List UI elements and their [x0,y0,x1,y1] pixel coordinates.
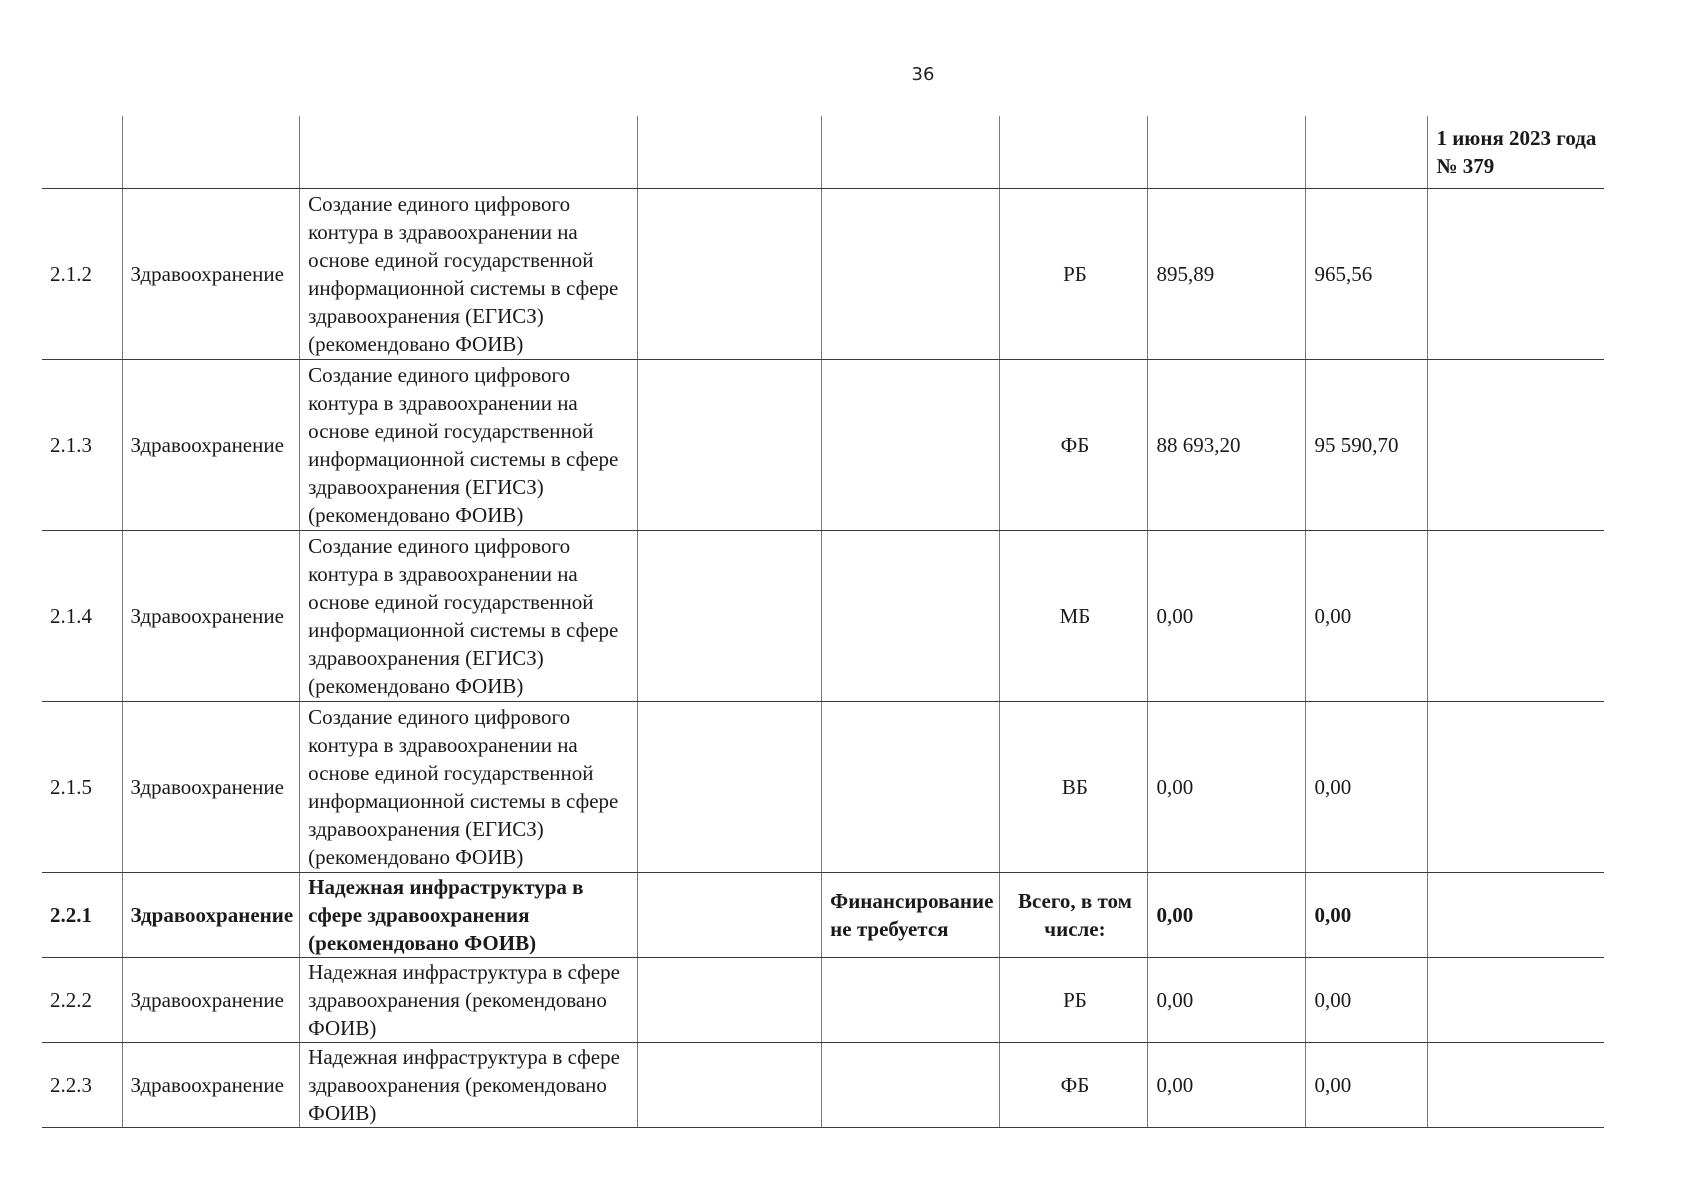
row-empty [638,702,822,873]
row-number: 2.1.3 [42,360,122,531]
row-sector: Здравоохранение [122,189,300,360]
table-row [42,958,1604,1043]
header-cell [122,116,300,189]
row-value-2: 965,56 [1306,189,1428,360]
row-financing [822,360,1000,531]
header-cell [638,116,822,189]
row-financing [822,189,1000,360]
row-description: Создание единого цифрового контура в здравоохранении на основе единой государственной информационной системы в сфере здравоохранения (ЕГИСЗ) (рекомендовано ФОИВ) [300,360,638,531]
row-description: Надежная инфраструктура в сфере здравоохранения (рекомендовано ФОИВ) [300,958,638,1043]
row-empty [1428,873,1604,958]
table-row [42,702,1604,873]
page-number: 36 [911,64,935,85]
row-sector: Здравоохранение [122,360,300,531]
row-empty [638,189,822,360]
row-number: 2.1.5 [42,702,122,873]
header-cell [1000,116,1148,189]
row-sector: Здравоохранение [122,958,300,1043]
row-sector: Здравоохранение [122,531,300,702]
row-value-1: 0,00 [1148,1043,1306,1128]
row-financing [822,958,1000,1043]
header-cell [300,116,638,189]
row-sector: Здравоохранение [122,1043,300,1128]
row-empty [1428,531,1604,702]
row-value-2: 0,00 [1306,958,1428,1043]
row-source: РБ [1000,958,1148,1043]
row-source: ФБ [1000,1043,1148,1128]
row-value-1: 0,00 [1148,531,1306,702]
row-value-1: 0,00 [1148,873,1306,958]
row-empty [638,958,822,1043]
budget-table [42,116,1604,1128]
row-empty [1428,360,1604,531]
row-financing [822,1043,1000,1128]
row-value-2: 0,00 [1306,702,1428,873]
row-source: МБ [1000,531,1148,702]
header-note: 1 июня 2023 года № 379 [1428,116,1604,189]
row-empty [1428,702,1604,873]
row-number: 2.2.2 [42,958,122,1043]
row-empty [638,360,822,531]
table-row [42,189,1604,360]
row-value-2: 0,00 [1306,531,1428,702]
row-financing [822,531,1000,702]
row-value-1: 895,89 [1148,189,1306,360]
row-number: 2.1.4 [42,531,122,702]
row-value-2: 0,00 [1306,1043,1428,1128]
row-source: ВБ [1000,702,1148,873]
header-cell [1306,116,1428,189]
row-number: 2.2.3 [42,1043,122,1128]
row-empty [638,1043,822,1128]
row-description: Надежная инфраструктура в сфере здравоохранения (рекомендовано ФОИВ) [300,1043,638,1128]
row-source: РБ [1000,189,1148,360]
row-description: Создание единого цифрового контура в здравоохранении на основе единой государственной информационной системы в сфере здравоохранения (ЕГИСЗ) (рекомендовано ФОИВ) [300,189,638,360]
row-empty [638,531,822,702]
header-cell [1148,116,1306,189]
row-value-2: 95 590,70 [1306,360,1428,531]
row-sector: Здравоохранение [122,702,300,873]
row-sector: Здравоохранение [122,873,300,958]
row-financing [822,702,1000,873]
table-row-total [42,873,1604,958]
row-value-1: 0,00 [1148,958,1306,1043]
row-empty [1428,1043,1604,1128]
row-source: ФБ [1000,360,1148,531]
row-value-2: 0,00 [1306,873,1428,958]
row-description: Создание единого цифрового контура в здравоохранении на основе единой государственной информационной системы в сфере здравоохранения (ЕГИСЗ) (рекомендовано ФОИВ) [300,702,638,873]
row-empty [638,873,822,958]
row-value-1: 88 693,20 [1148,360,1306,531]
table-row [42,360,1604,531]
table-header-row [42,116,1604,189]
row-empty [1428,958,1604,1043]
row-financing: Финансирование не требуется [822,873,1000,958]
row-value-1: 0,00 [1148,702,1306,873]
row-description: Надежная инфраструктура в сфере здравоохранения (рекомендовано ФОИВ) [300,873,638,958]
table-row [42,531,1604,702]
row-source: Всего, в том числе: [1000,873,1148,958]
row-empty [1428,189,1604,360]
row-number: 2.2.1 [42,873,122,958]
header-cell [822,116,1000,189]
row-description: Создание единого цифрового контура в здравоохранении на основе единой государственной информационной системы в сфере здравоохранения (ЕГИСЗ) (рекомендовано ФОИВ) [300,531,638,702]
row-number: 2.1.2 [42,189,122,360]
header-cell [42,116,122,189]
table-row [42,1043,1604,1128]
